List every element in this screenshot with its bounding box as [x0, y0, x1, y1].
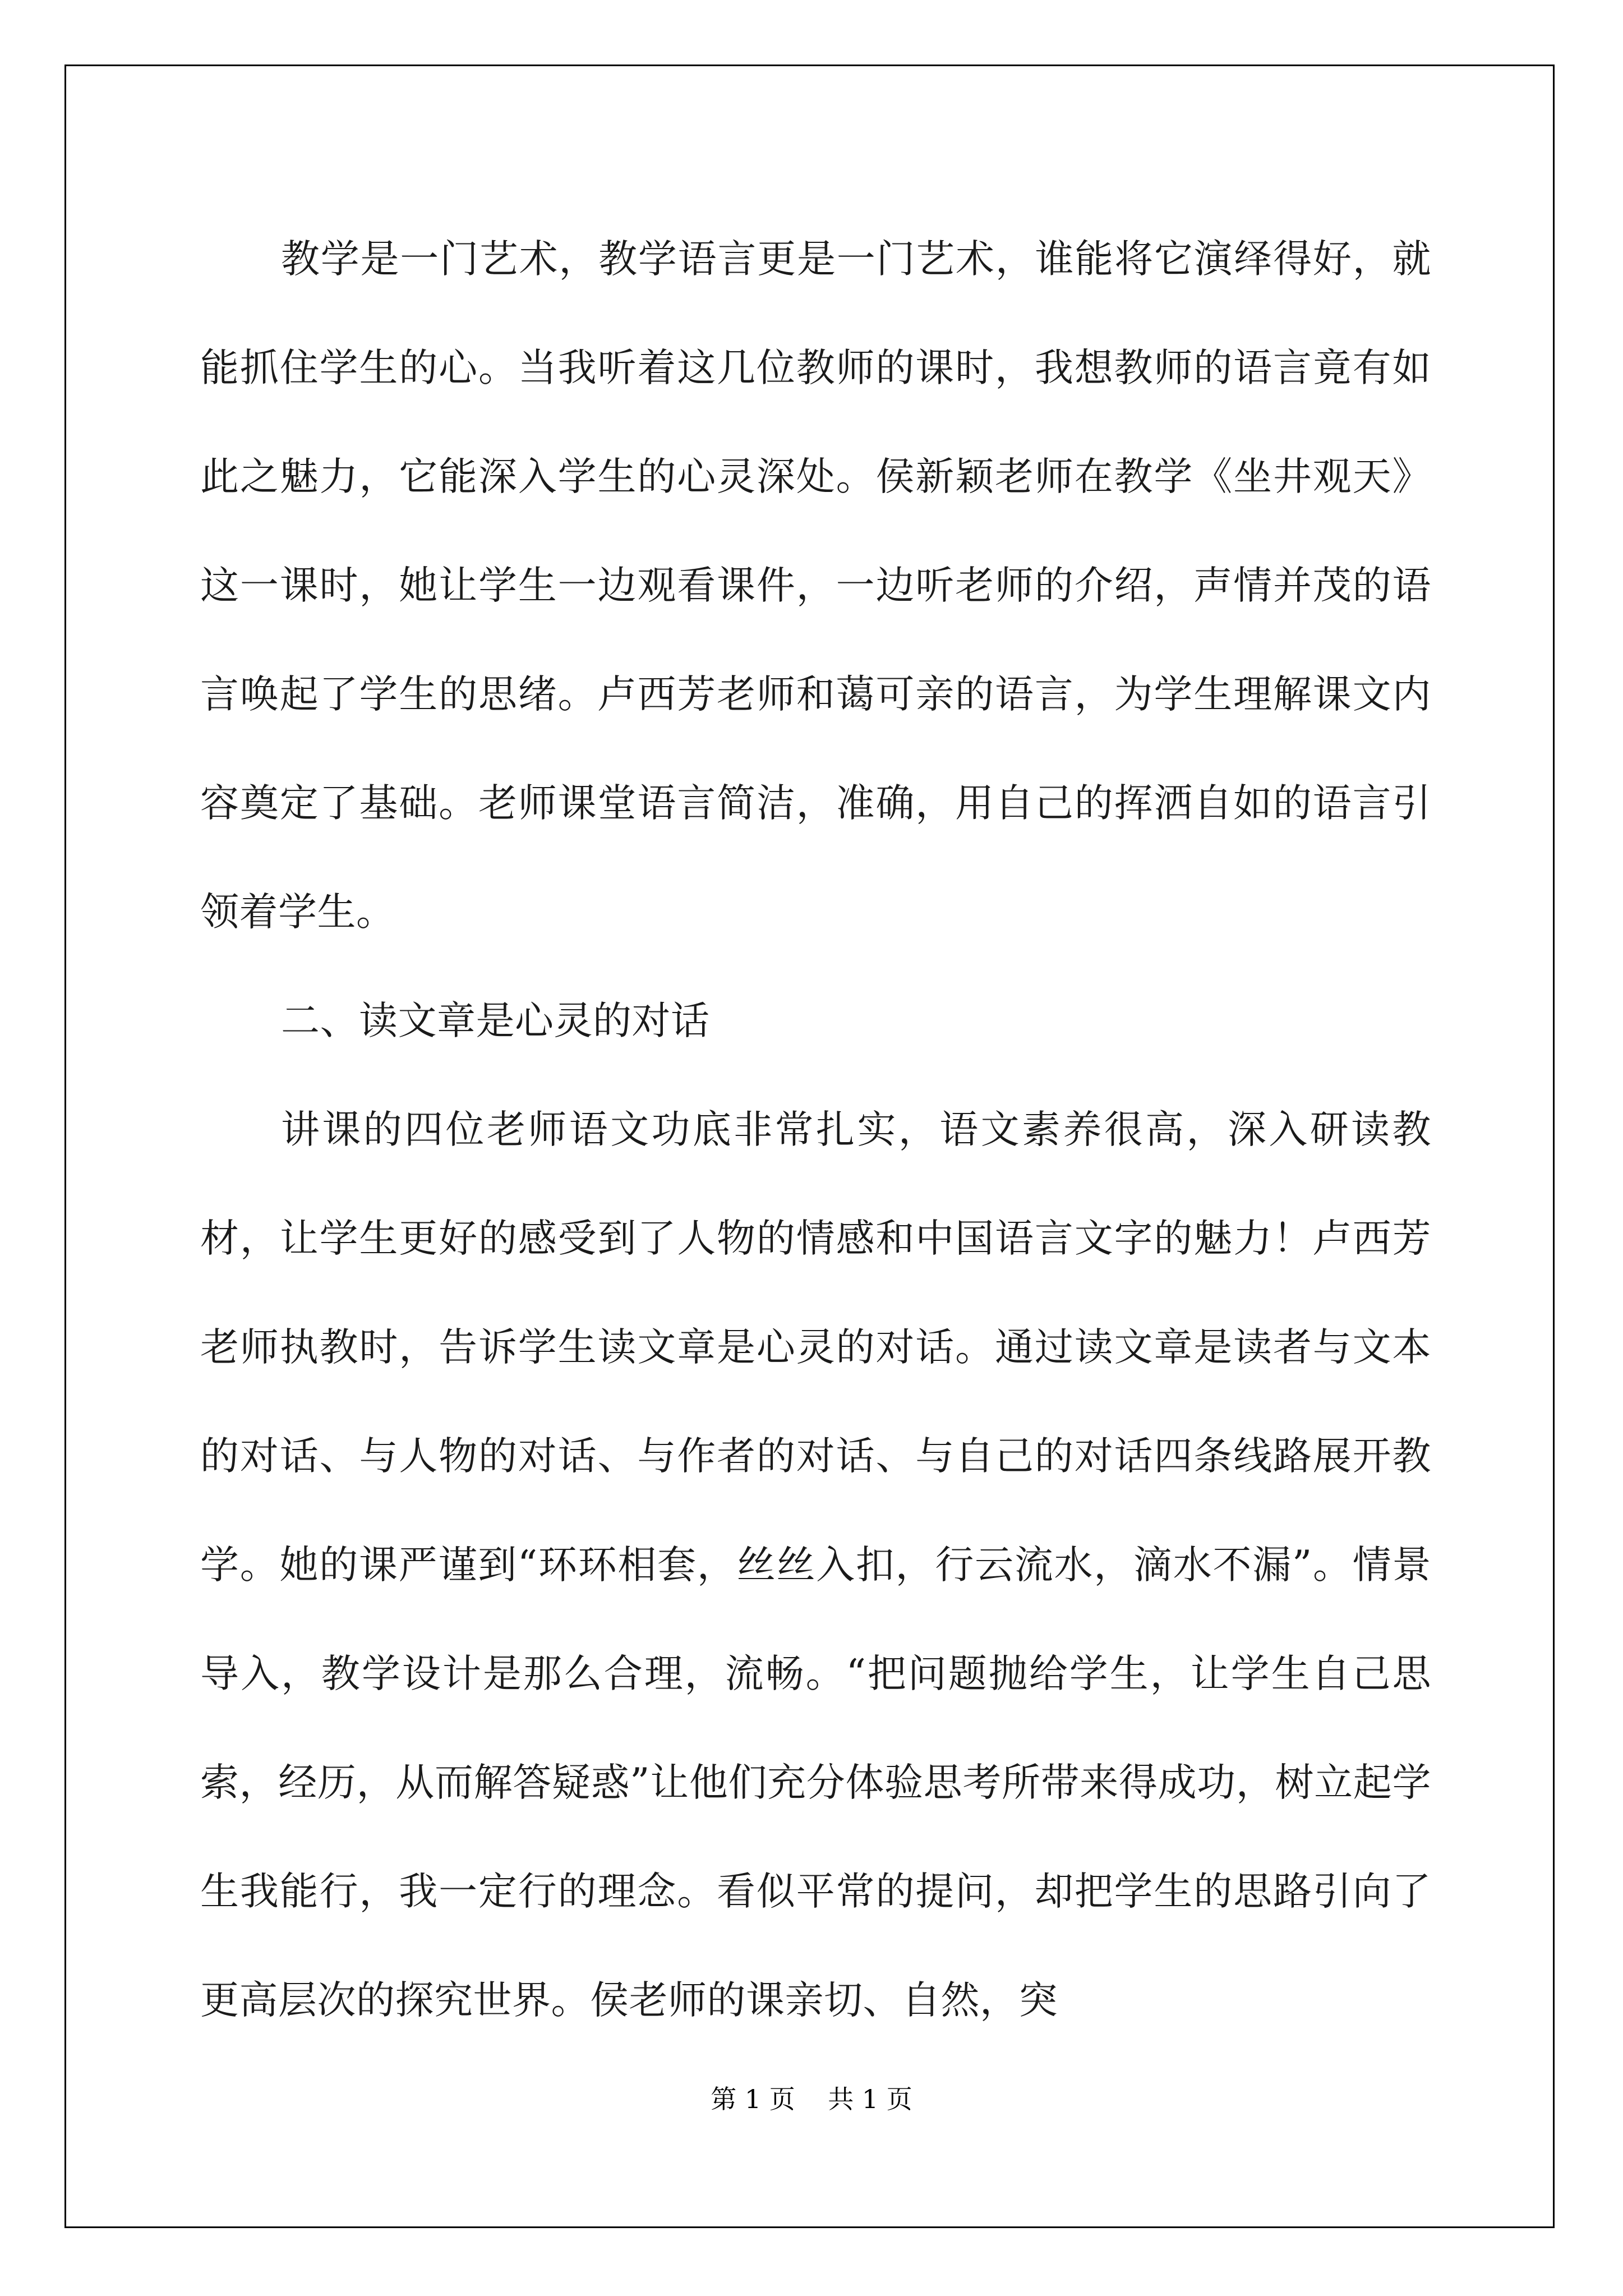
page-number-footer: 第 1 页 共 1 页 — [711, 2084, 912, 2114]
paragraph-teaching-language: 教学是一门艺术，教学语言更是一门艺术，谁能将它演绎得好，就能抓住学生的心。当我听着这几位教师的课时，我想教师的语言竟有如此之魅力，它能深入学生的心灵深处。侯新颖老师在教学《坐井观天》这一课时，她让学生一边观看课件，一边听老师的介绍，声情并茂的语言唤起了学生的思绪。卢西芳老师和蔼可亲的语言，为学生理解课文内容奠定了基础。老师课堂语言简洁，准确，用自己的挥洒自如的语言引领着学生。 — [200, 237, 1431, 935]
document-body — [200, 205, 1431, 2055]
section-heading: 二、读文章是心灵的对话 — [281, 999, 710, 1043]
paragraph-reading-dialogue: 讲课的四位老师语文功底非常扎实，语文素养很高，深入研读教材，让学生更好的感受到了人物的情感和中国语言文字的魅力！卢西芳老师执教时，告诉学生读文章是心灵的对话。通过读文章是读者与文本的对话、与人物的对话、与作者的对话、与自己的对话四条线路展开教学。她的课严谨到“环环相套，丝丝入扣，行云流水，滴水不漏”。情景导入，教学设计是那么合理，流畅。“把问题抛给学生，让学生自己思索，经历，从而解答疑惑”让他们充分体验思考所带来得成功，树立起学生我能行，我一定行的理念。看似平常的提问，却把学生的思路引向了更高层次的探究世界。侯老师的课亲切、自然，突 — [200, 1107, 1431, 2023]
